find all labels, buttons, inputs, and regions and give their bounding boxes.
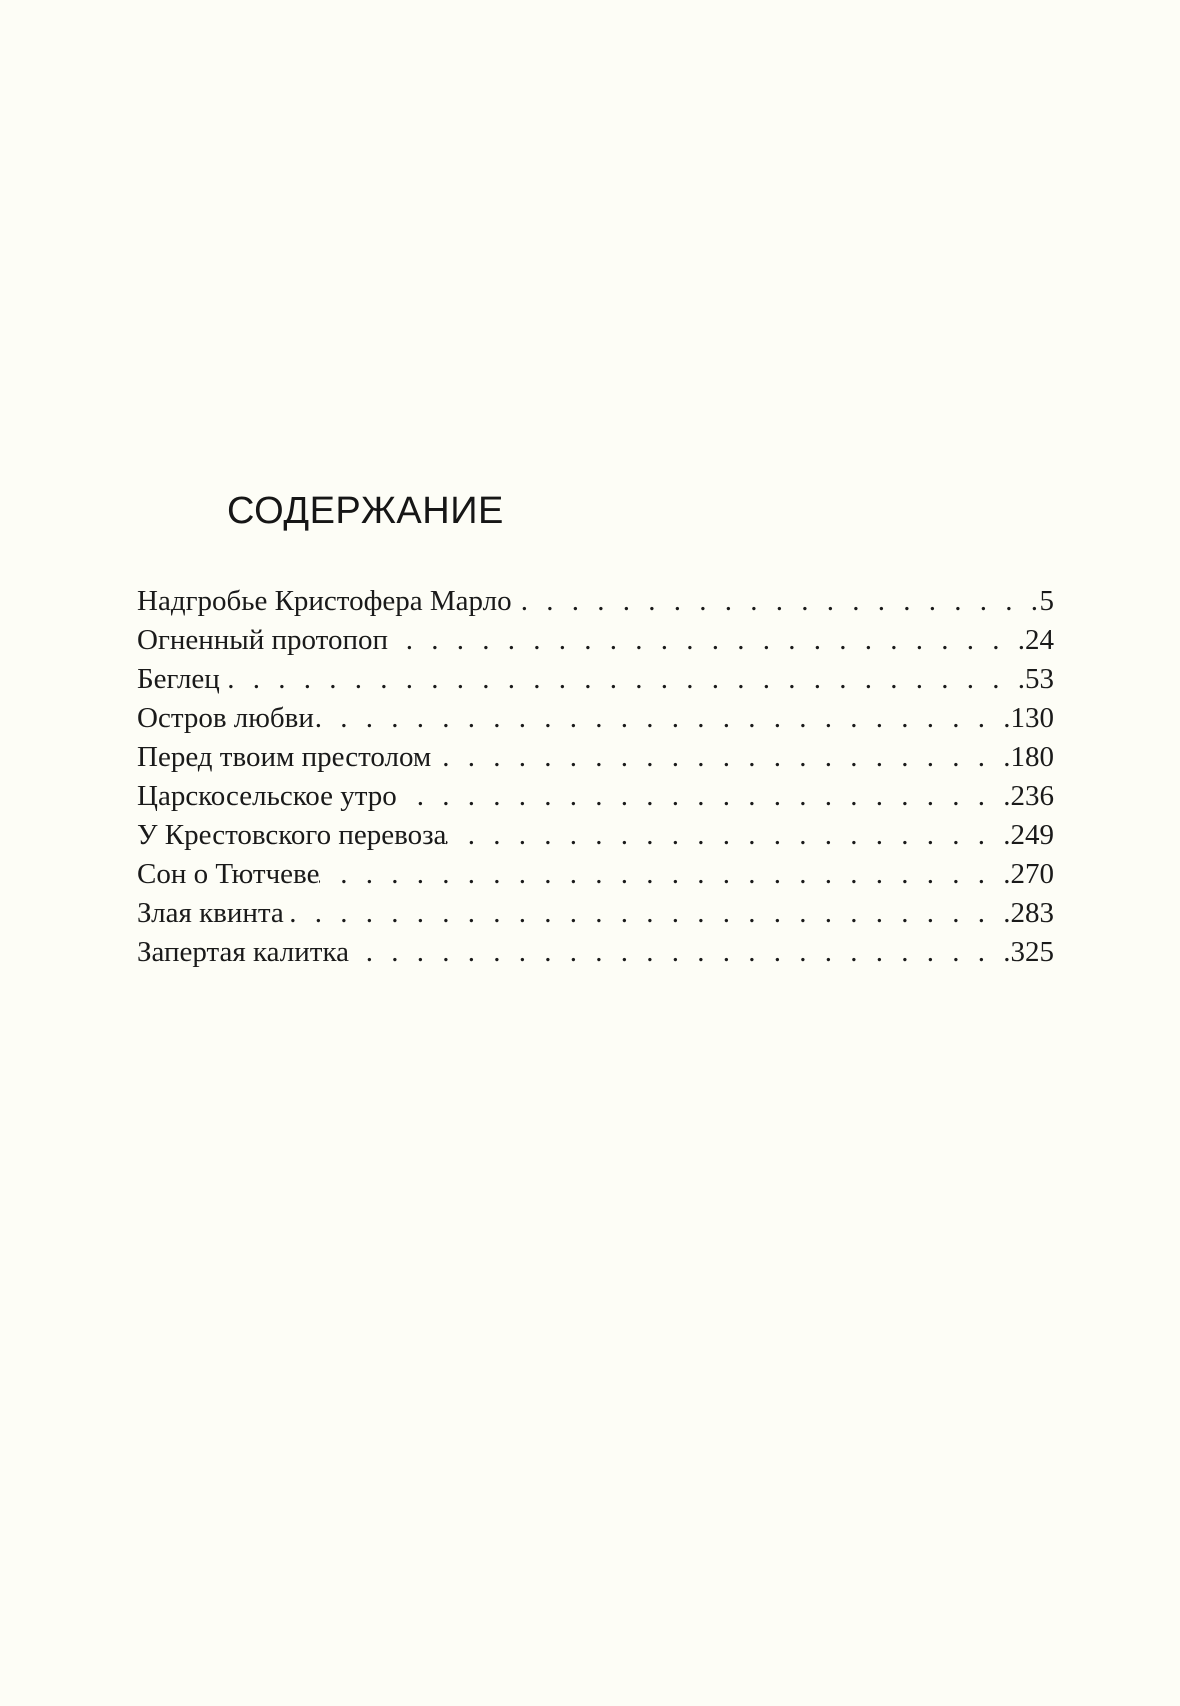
toc-entry xyxy=(137,660,1054,699)
toc-page-number: 5 xyxy=(1039,585,1054,617)
dot-leader xyxy=(512,582,1038,621)
dot-leader xyxy=(284,894,1011,933)
toc-entry xyxy=(137,582,1054,621)
dot-leader xyxy=(388,621,1025,660)
dot-leader xyxy=(319,855,1010,894)
toc-page-number: 236 xyxy=(1010,780,1054,812)
toc-entry xyxy=(137,621,1054,660)
toc-page-number: 24 xyxy=(1025,624,1054,656)
toc-entry xyxy=(137,738,1054,777)
toc-entry-title: Огненный протопоп xyxy=(137,624,388,656)
toc-entry-title: Запертая калитка xyxy=(137,936,349,968)
dot-leader xyxy=(397,777,1011,816)
page-title: СОДЕРЖАНИЕ xyxy=(227,490,504,532)
toc-entry-title: Беглец xyxy=(137,663,220,695)
toc-entry xyxy=(137,894,1054,933)
toc-page-number: 270 xyxy=(1010,858,1054,890)
toc-page-number: 283 xyxy=(1010,897,1054,929)
dot-leader xyxy=(431,738,1010,777)
toc-entry-title: Перед твоим престолом xyxy=(137,741,432,773)
toc-page-number: 53 xyxy=(1025,663,1054,695)
toc-entry-title: Злая квинта xyxy=(137,897,284,929)
toc-entry xyxy=(137,777,1054,816)
toc-entry-title: Сон о Тютчеве xyxy=(137,858,320,890)
toc-page-number: 249 xyxy=(1010,819,1054,851)
toc-entry-title: Надгробье Кристофера Марло xyxy=(137,585,512,617)
dot-leader xyxy=(446,816,1010,855)
toc-entry-title: Остров любви xyxy=(137,702,314,734)
toc-entry xyxy=(137,855,1054,894)
dot-leader xyxy=(220,660,1025,699)
toc-page-number: 325 xyxy=(1010,936,1054,968)
toc-entry-title: У Крестовского перевоза xyxy=(137,819,447,851)
dot-leader xyxy=(314,699,1011,738)
toc-entry xyxy=(137,816,1054,855)
table-of-contents xyxy=(137,582,1054,972)
toc-entry xyxy=(137,933,1054,972)
toc-entry-title: Царскосельское утро xyxy=(137,780,397,812)
toc-page-number: 130 xyxy=(1010,702,1054,734)
toc-entry xyxy=(137,699,1054,738)
toc-page-number: 180 xyxy=(1010,741,1054,773)
dot-leader xyxy=(349,933,1011,972)
